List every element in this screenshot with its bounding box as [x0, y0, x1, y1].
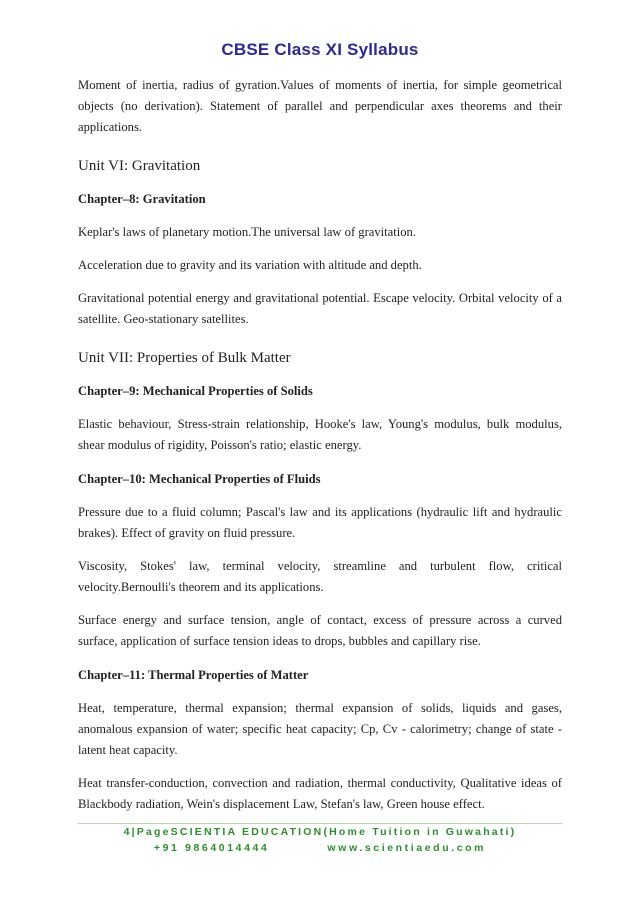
- chapter-9-paragraph-1: Elastic behaviour, Stress-strain relationship, Hooke's law, Young's modulus, bulk modulus, shear modulus of rigidity, Poisson's ratio; elastic energy.: [78, 417, 562, 452]
- footer-phone: +91 9864014444: [153, 842, 270, 854]
- page-header-title: CBSE Class XI Syllabus: [221, 40, 419, 59]
- footer-divider: [78, 823, 562, 824]
- footer-line-2: [0, 842, 640, 854]
- page-content: [78, 75, 562, 815]
- footer-website: www.scientiaedu.com: [327, 842, 487, 854]
- footer-line-1: 4|PageSCIENTIA EDUCATION(Home Tuition in Guwahati): [123, 826, 517, 838]
- chapter-10-paragraph-1: Pressure due to a fluid column; Pascal's law and its applications (hydraulic lift and hydraulic brakes). Effect of gravity on fluid pressure.: [78, 505, 562, 540]
- chapter-10-paragraph-3: Surface energy and surface tension, angle of contact, excess of pressure across a curved surface, application of surface tension ideas to drops, bubbles and capillary rise.: [78, 613, 562, 648]
- intro-paragraph: Moment of inertia, radius of gyration.Values of moments of inertia, for simple geometrical objects (no derivation). Statement of parallel and perpendicular axes theorems and their applications.: [78, 78, 562, 134]
- chapter-8-heading: Chapter–8: Gravitation: [78, 192, 206, 206]
- chapter-8-paragraph-3: Gravitational potential energy and gravitational potential. Escape velocity. Orbital velocity of a satellite. Geo-stationary satellites.: [78, 291, 562, 326]
- unit-6-heading: Unit VI: Gravitation: [78, 158, 201, 174]
- chapter-11-paragraph-2: Heat transfer-conduction, convection and radiation, thermal conductivity, Qualitative ideas of Blackbody radiation, Wein's displacement Law, Stefan's law, Green house effect.: [78, 776, 562, 811]
- chapter-8-paragraph-2: Acceleration due to gravity and its variation with altitude and depth.: [78, 258, 422, 272]
- unit-7-heading: Unit VII: Properties of Bulk Matter: [78, 350, 291, 366]
- chapter-9-heading: Chapter–9: Mechanical Properties of Solids: [78, 384, 313, 398]
- chapter-10-heading: Chapter–10: Mechanical Properties of Fluids: [78, 472, 321, 486]
- chapter-8-paragraph-1: Keplar's laws of planetary motion.The universal law of gravitation.: [78, 225, 417, 239]
- chapter-11-paragraph-1: Heat, temperature, thermal expansion; thermal expansion of solids, liquids and gases, anomalous expansion of water; specific heat capacity; Cp, Cv - calorimetry; change of state - latent heat capacity.: [78, 701, 562, 757]
- chapter-11-heading: Chapter–11: Thermal Properties of Matter: [78, 668, 309, 682]
- chapter-10-paragraph-2: Viscosity, Stokes' law, terminal velocity, streamline and turbulent flow, critical velocity.Bernoulli's theorem and its applications.: [78, 559, 562, 594]
